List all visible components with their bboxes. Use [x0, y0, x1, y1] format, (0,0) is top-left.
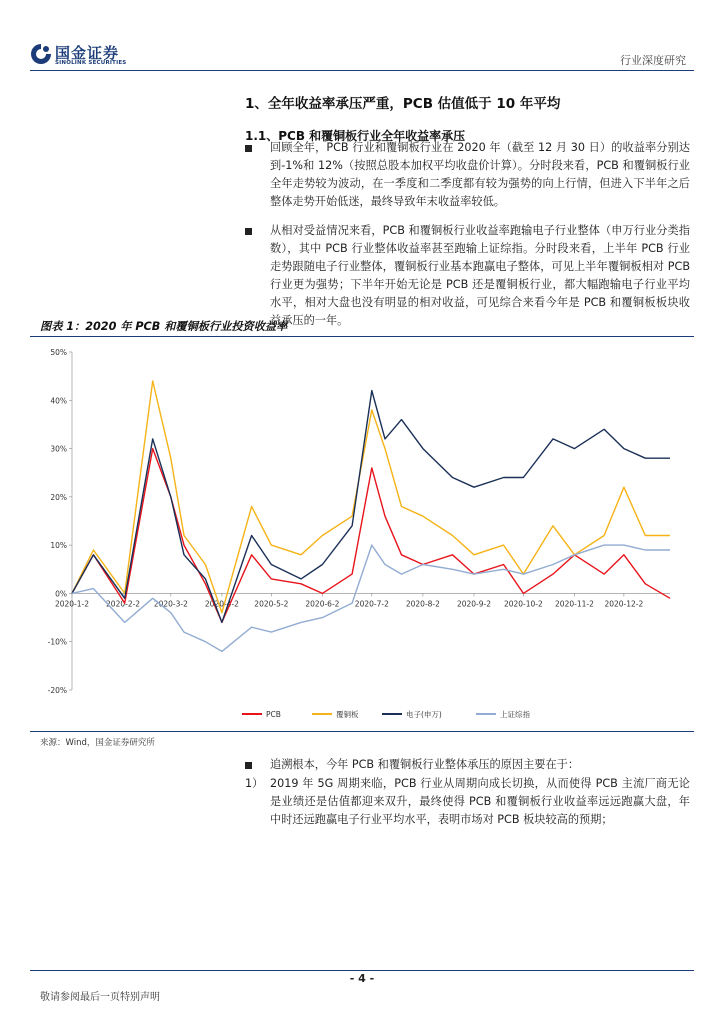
chart-series [72, 381, 670, 651]
paragraph-1: 回顾全年，PCB 行业和覆铜板行业在 2020 年（截至 12 月 30 日）的收益率分别达到-1%和 12%（按照总股本加权平均收盘价计算）。分时段来看，PCB 和覆铜板行业全年走势较为波动，在一季度和二季度都有较为强势的向上行情，但进入下半年之后整体走势开始低迷，最终导致年末收益率较低。 [270, 141, 690, 208]
y-tick-label: 40% [50, 396, 67, 406]
bullet-icon [245, 758, 255, 768]
header-divider [30, 70, 694, 71]
x-tick-label: 2020-7-2 [354, 599, 389, 609]
figure-bottom-divider [30, 731, 694, 732]
footer-divider [30, 970, 694, 971]
chart-legend [242, 709, 530, 719]
logo-name-en: SINOLINK SECURITIES [55, 60, 127, 66]
x-tick-label: 2020-4-2 [204, 599, 239, 609]
y-tick-label: 30% [50, 444, 67, 454]
list-number: 1） [245, 777, 264, 790]
paragraph-4: 2019 年 5G 周期来临，PCB 行业从周期向成长切换，从而使得 PCB 主流厂商无论是业绩还是估值都迎来双升，最终使得 PCB 和覆铜板行业收益率远远跑赢大盘，年中时还远跑赢电子行业平均水平，表明市场对 PCB 板块较高的预期； [270, 777, 690, 826]
x-tick-label: 2020-1-2 [54, 599, 90, 609]
legend-label: 电子(申万) [406, 710, 442, 719]
y-tick-label: 20% [50, 492, 67, 502]
footer-disclaimer: 敬请参阅最后一页特别声明 [40, 992, 160, 1003]
series-line [72, 545, 670, 651]
logo-name-cn: 国金证券 [55, 44, 120, 62]
series-line [72, 381, 670, 613]
bullet-icon [245, 224, 255, 234]
y-tick-label: 50% [50, 348, 67, 357]
x-tick-label: 2020-5-2 [254, 599, 289, 609]
line-chart [30, 340, 694, 730]
x-tick-label: 2020-11-2 [555, 599, 594, 609]
figure-source: 来源：Wind，国金证券研究所 [40, 738, 155, 748]
x-tick-label: 2020-9-2 [456, 599, 491, 609]
x-tick-label: 2020-12-2 [604, 599, 644, 609]
report-type: 行业深度研究 [620, 54, 686, 67]
y-tick-label: -20% [47, 686, 67, 695]
company-logo [30, 40, 140, 70]
series-line [72, 391, 670, 623]
x-tick-label: 2020-2-2 [106, 599, 141, 609]
paragraph-2: 从相对受益情况来看，PCB 和覆铜板行业收益率跑输电子行业整体（申万行业分类指数），其中 PCB 行业整体收益率甚至跑输上证综指。分时段来看，上半年 PCB 行业走势跟随电子行业整体，覆铜板行业基本跑赢电子整体，可见上半年覆铜板相对 PCB 行业更为强势；下半年开始无论是 PCB 还是覆铜板行业，都大幅跑输电子行业平均水平，相对大盘也没有明显的相对收益，可见综合来看今年是 PCB 和覆铜板板块收益承压的一年。 [270, 224, 690, 327]
logo-mark-icon [30, 42, 52, 66]
figure-title: 图表 1：2020 年 PCB 和覆铜板行业投资收益率 [40, 320, 288, 333]
legend-label: PCB [266, 710, 281, 719]
y-axis [48, 348, 72, 695]
y-tick-label: -10% [47, 637, 67, 647]
y-tick-label: 10% [50, 541, 67, 551]
x-tick-label: 2020-3-2 [153, 599, 188, 609]
subsection-heading: 1.1、PCB 和覆铜板行业全年收益率承压 [245, 129, 466, 143]
legend-label: 覆铜板 [336, 710, 359, 719]
page-number: - 4 - [349, 972, 375, 985]
legend-label: 上证综指 [500, 710, 530, 719]
x-axis [55, 593, 670, 608]
y-tick-label: 0% [55, 589, 67, 599]
figure-top-divider [30, 336, 694, 337]
x-tick-label: 2020-10-2 [503, 599, 543, 609]
paragraph-3: 追溯根本，今年 PCB 和覆铜板行业整体承压的原因主要在于： [270, 758, 580, 771]
series-line [72, 449, 670, 623]
bullet-icon [245, 141, 255, 151]
x-tick-label: 2020-6-2 [305, 599, 340, 609]
x-tick-label: 2020-8-2 [405, 599, 440, 609]
section-heading: 1、全年收益率承压严重，PCB 估值低于 10 年平均 [245, 96, 561, 112]
